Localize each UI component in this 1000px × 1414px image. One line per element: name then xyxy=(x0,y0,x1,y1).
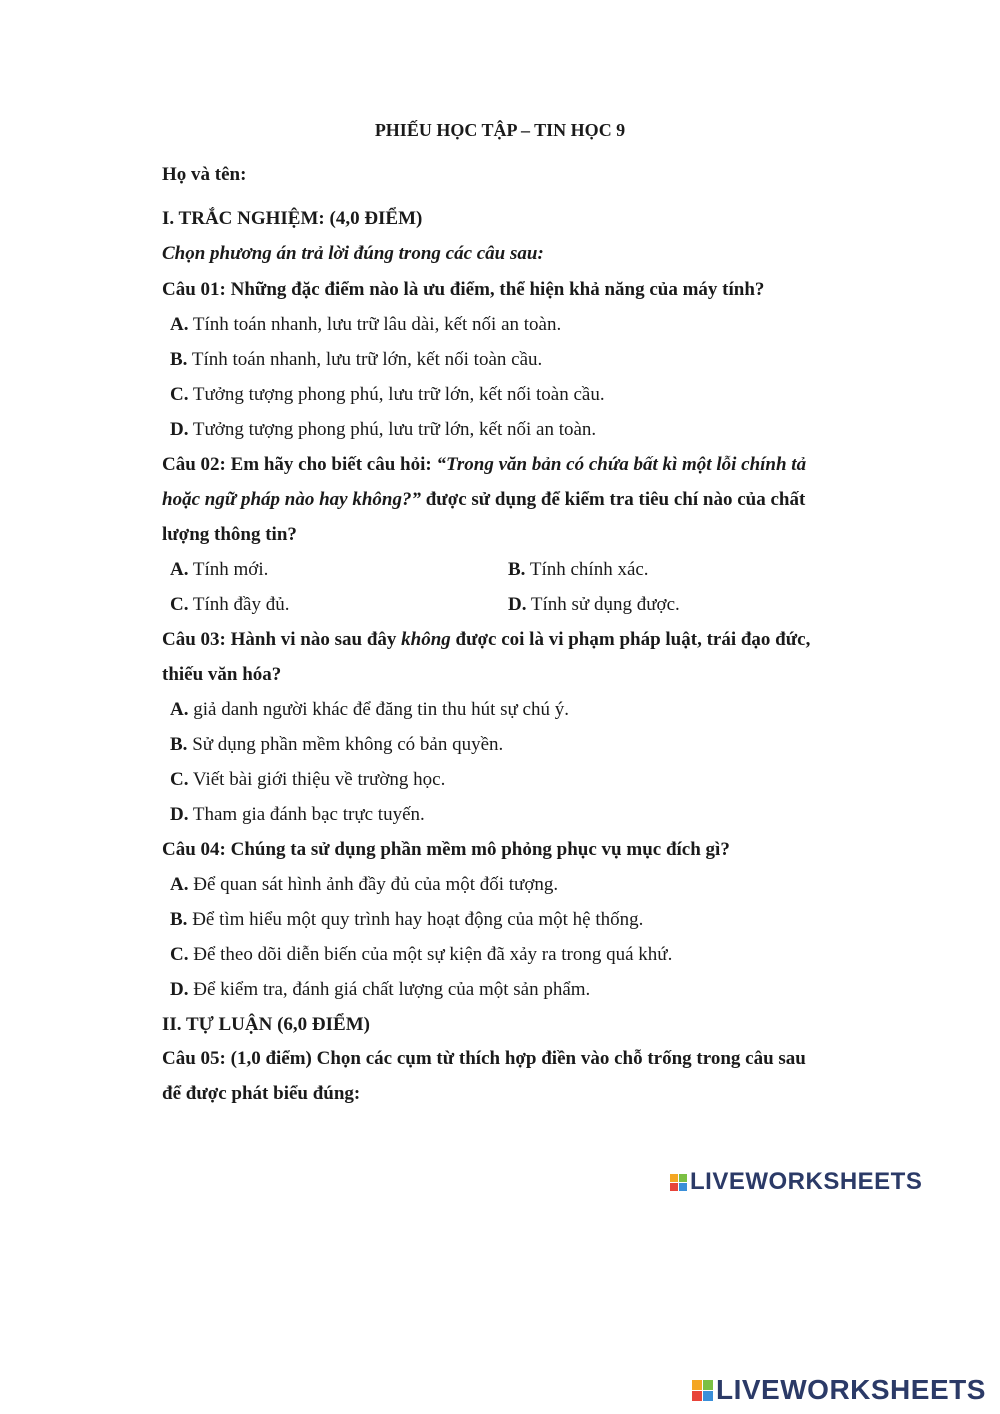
option-letter: D. xyxy=(508,594,527,615)
question-5-line1: Câu 05: (1,0 điểm) Chọn các cụm từ thích hợp điền vào chỗ trống trong câu sau xyxy=(162,1048,806,1069)
question-2-quote-part1: “Trong văn bản có chứa bất kì một lỗi chính tả xyxy=(436,454,807,475)
section1-instruction: Chọn phương án trả lời đúng trong các câu sau: xyxy=(162,243,544,264)
question-2-rest: được sử dụng để kiểm tra tiêu chí nào của chất xyxy=(420,489,806,510)
section2-heading: II. TỰ LUẬN (6,0 ĐIỂM) xyxy=(162,1014,370,1035)
liveworksheets-logo xyxy=(670,1168,922,1196)
logo-text: LIVEWORKSHEETS xyxy=(716,1374,986,1405)
q2-option-a xyxy=(170,558,268,582)
option-letter: D. xyxy=(170,804,189,825)
question-3-emphasis: không xyxy=(401,629,451,650)
question-1 xyxy=(162,278,764,302)
option-letter: C. xyxy=(170,944,189,965)
logo-text: LIVEWORKSHEETS xyxy=(690,1168,923,1195)
option-text: Tính toán nhanh, lưu trữ lâu dài, kết nối an toàn. xyxy=(188,314,562,335)
option-letter: A. xyxy=(170,314,189,335)
option-text: Tính mới. xyxy=(188,559,269,580)
option-text: Tính đầy đủ. xyxy=(188,594,290,615)
option-letter: D. xyxy=(170,419,189,440)
section1-heading: I. TRẮC NGHIỆM: (4,0 ĐIỂM) xyxy=(162,208,423,229)
question-2-line3: lượng thông tin? xyxy=(162,524,297,545)
option-text: Để theo dõi diễn biến của một sự kiện đã xảy ra trong quá khứ. xyxy=(188,944,673,965)
q2-option-b xyxy=(508,558,649,582)
option-letter: A. xyxy=(170,874,189,895)
worksheet-title: PHIẾU HỌC TẬP – TIN HỌC 9 xyxy=(374,120,626,140)
option-letter: D. xyxy=(170,979,189,1000)
option-text: Để kiểm tra, đánh giá chất lượng của một sản phẩm. xyxy=(188,979,591,1000)
name-label: Họ và tên: xyxy=(162,164,247,185)
option-text: Để quan sát hình ảnh đầy đủ của một đối tượng. xyxy=(188,874,559,895)
option-text: Tính chính xác. xyxy=(525,559,649,580)
question-2-line1 xyxy=(162,453,806,477)
option-letter: B. xyxy=(508,559,526,580)
option-letter: B. xyxy=(170,734,188,755)
question-2-prefix: Câu 02: Em hãy cho biết câu hỏi: xyxy=(162,454,437,475)
question-3-line1 xyxy=(162,628,810,652)
q1-option-b xyxy=(170,348,542,372)
option-text: Tưởng tượng phong phú, lưu trữ lớn, kết nối an toàn. xyxy=(188,419,597,440)
question-2-quote-part2: hoặc ngữ pháp nào hay không?” xyxy=(162,489,421,510)
question-1-prefix: Câu 01: xyxy=(162,279,226,300)
liveworksheets-icon xyxy=(692,1380,713,1401)
option-text: Viết bài giới thiệu về trường học. xyxy=(188,769,446,790)
option-text: Tính toán nhanh, lưu trữ lớn, kết nối toàn cầu. xyxy=(187,349,543,370)
q2-option-c xyxy=(170,593,289,617)
question-2-line2 xyxy=(162,488,805,512)
q3-option-c xyxy=(170,768,445,792)
option-letter: C. xyxy=(170,594,189,615)
option-letter: C. xyxy=(170,769,189,790)
question-1-text: Những đặc điểm nào là ưu điểm, thể hiện khả năng của máy tính? xyxy=(225,279,765,300)
q1-option-d xyxy=(170,418,596,442)
option-letter: B. xyxy=(170,349,188,370)
liveworksheets-icon xyxy=(670,1174,687,1191)
liveworksheets-logo-footer xyxy=(692,1374,986,1406)
option-text: Tưởng tượng phong phú, lưu trữ lớn, kết nối toàn cầu. xyxy=(188,384,605,405)
option-letter: C. xyxy=(170,384,189,405)
q4-option-a xyxy=(170,873,558,897)
question-3-rest: được coi là vi phạm pháp luật, trái đạo đức, xyxy=(450,629,811,650)
q4-option-c xyxy=(170,943,672,967)
q1-option-c xyxy=(170,383,605,407)
option-text: Để tìm hiểu một quy trình hay hoạt động của một hệ thống. xyxy=(187,909,644,930)
question-4: Câu 04: Chúng ta sử dụng phần mềm mô phỏng phục vụ mục đích gì? xyxy=(162,839,730,860)
q3-option-a xyxy=(170,698,569,722)
option-text: Tham gia đánh bạc trực tuyến. xyxy=(188,804,425,825)
option-text: giả danh người khác để đăng tin thu hút sự chú ý. xyxy=(188,699,569,720)
q1-option-a xyxy=(170,313,561,337)
q3-option-b xyxy=(170,733,503,757)
q4-option-b xyxy=(170,908,643,932)
option-text: Tính sử dụng được. xyxy=(526,594,680,615)
question-3-prefix: Câu 03: Hành vi nào sau đây xyxy=(162,629,402,650)
q2-option-d xyxy=(508,593,680,617)
option-letter: A. xyxy=(170,559,189,580)
option-text: Sử dụng phần mềm không có bản quyền. xyxy=(187,734,504,755)
option-letter: A. xyxy=(170,699,189,720)
q3-option-d xyxy=(170,803,425,827)
q4-option-d xyxy=(170,978,590,1002)
question-5-line2: để được phát biểu đúng: xyxy=(162,1083,361,1104)
question-3-line2: thiếu văn hóa? xyxy=(162,664,282,685)
option-letter: B. xyxy=(170,909,188,930)
